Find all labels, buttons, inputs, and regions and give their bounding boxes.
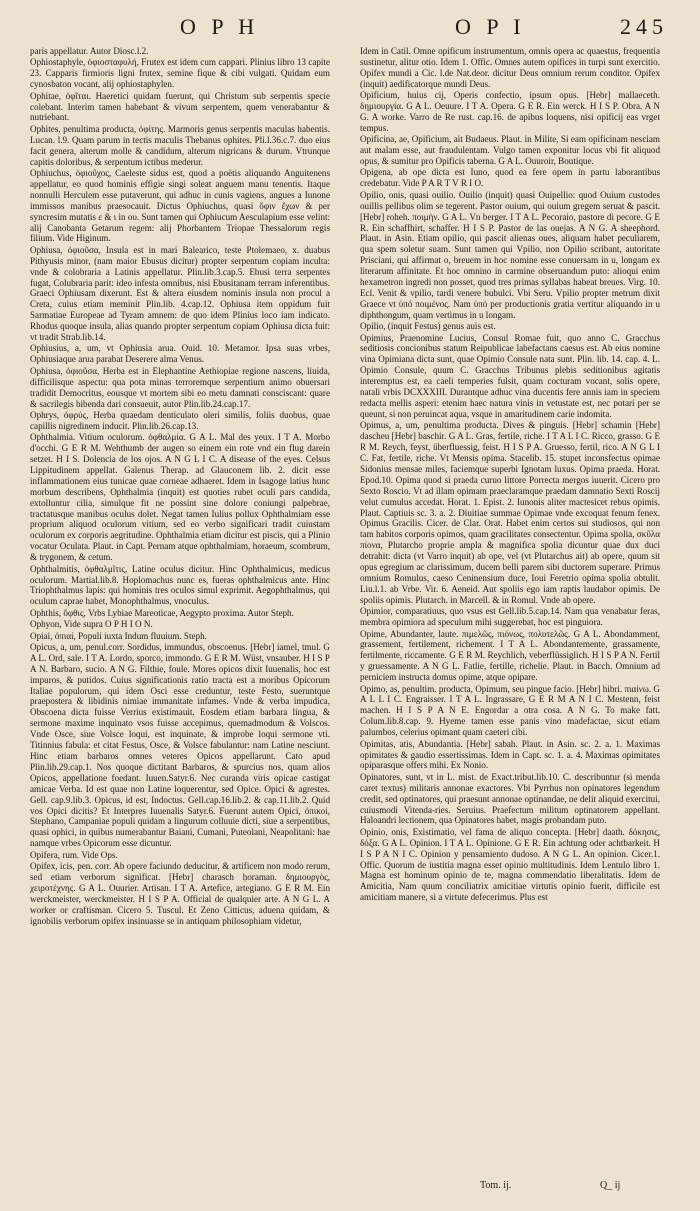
entry: Ophites, penultima producta, ὀφίτης. Marmoris genus serpentis maculas habentis. Lucan. l.9. Quam parum in tectis maculis Thebanus ophites. Pli.l.36.c.7. duo eius facit genera, alterum molle & candidum, alterum nigricans & durum. Vtrunque capitis doloribus, & serpentum ictibus mederur.: [30, 123, 330, 167]
entry: Ophrys, ὀφρύς, Herba quaedam denticulato oleri similis, foliis duobus, quae capillis nigredinem inducit. Plin.lib.26.cap.13.: [30, 409, 330, 431]
running-head-left: O P H: [180, 14, 260, 39]
signature-label: Tom. ij.: [480, 1180, 512, 1191]
page-number: 245: [620, 14, 668, 39]
entry: Ophiusius, a, um, vt Ophiusia arua. Ouid. 10. Metamor. Ipsa suas vrbes, Ophiusiaque arua parabat Deserere alma Venus.: [30, 343, 330, 365]
entry: Opinatores, sunt, vt in L. mist. de Exact.tribut.lib.10. C. describuntur (si menda caret textus) militaris annonae exactores. Vbi Pyrrhus non opinatores legendum credit, sed optinatores, qui praesunt annonae optinandae, ne delit aliquid exercitui, cuiusmodi Vitenda-ries. Seruius. Praefectum militum optinatorem appellant. Haloandri lectionem, qua Opinatores habet, magis probandam puto.: [360, 771, 660, 826]
entry: Ophiuchus, ὀφιοῦχος, Caeleste sidus est, quod a poëtis aliquando Anguitenens appellatur, eo quod hominis effigie singi soleat anguem manu tenentis. Itaque nonnulli Herculem esse putaverunt, qui adhuc in cunis vagiens, angues a Iunone immissos manibus praesocauit. Dictus Ophiuchus, quasi ὄφιν ἔχων & per syncresim mutatis ε & ι in ου. Sunt tamen qui Ophiucum Aesculapium esse velint: alij Canobanta Getarum regem: alij Phorbantem Triopae Thessalorum regis filium. Vide Higinum.: [30, 167, 330, 244]
entry: Opigena, ab ope dicta est Iuno, quod ea fere opem in partu laborantibus credebatur. Vide P A R T V R I O.: [360, 167, 660, 189]
catchword: Q_ ij: [600, 1180, 621, 1191]
entry: Opimior, comparatiuus, quo vsus est Gell.lib.5.cap.14. Nam qua venabatur feras, membra opimiora ad speculum mihi suggerebat, hoc est pinguiora.: [360, 606, 660, 628]
entry: Opimius, Praenomine Lucius, Consul Romae fuit, quo anno C. Gracchus seditiosis concionibus statum Reipublicae labefactans caesus est. Ab eius nomine vina Opimiana dicta sunt, quae Opimio Consule nata sunt. Plin. lib. 14. cap. 4. L. Opimio Consule, quum C. Gracchus Tribunus plebis seditionibus agitatis interemptus est, ea caeli temperies fulsit, quam cocturam vocant, solis opere, natali vrbis DCXXXIII. Durantque adhuc vina ducentis fere annis iam in speciem redacta mellis asperi: etenim haec natura vinis in vetustate est, nec potari per se queunt, si non peruincat aqua, vsque in amaritudinem carie indomita.: [360, 332, 660, 419]
entry: Opicus, a, um, penul.corr. Sordidus, immundus, obscoenus. [Hebr] iamel, tmul. G A L. Ord, sale. I T A. Lordo, sporco, immondo. G E R M. Wüst, vnsauber. H I S P A N. Barbaro, sucio. A N G. Filthie, foule. Mores opicos dixit Iuuenalis, hoc est impuros, & putidos. Cuius significationis ratio tracta est a moribus Opicorum Italiae populorum, qui idem Osci esse creduntur, teste Festo, sueruntque praepostera & libidinis nimiae immanitate infames. Vnde & verba impudica, Obscoena dicta fuisse Verrius existimauit. Eosdem etiam barbara lingua, & sermone maxime inquinato vsos fuisse accepimus, quemadmodum & Volscos. Vnde Osce, siue Volsce loqui, est inquinate, & improbe loqui sermone vti. Titinnius fabula: et citat Festus, Osce, & Volsce fabulantur: nam Latine nesciunt. Hinc etiam barbaros omnes veteres Opicos appellarunt. Cato apud Plin.lib.29.cap.1. Nos quoque dictitant Barbaros, & spurcius nos, quam alios Opicos, appellatione foedant. Iuuen.Satyr.6. Nec curanda viris opicae castigat amicae Verba. Id est quae non Latine loquerentur, sed Opice. Opici & agrestes. Gell. cap.9.lib.3. Opicus, id est, Indoctus. Gell.cap.16.lib.2. & cap.11.lib.2. Quid vos Opici dicitis? Et Interpres Iuuenalis Satyr.6. Fuerunt autem Opici, ὀπικοί, Stephano, Campaniae populi quidam a lingurum colluuie dicti, siue a serpentibus, quasi ophici, in quibus numerabantur Baiani, Cumani, Puteolani, Neapolitani: hae namque vrbes Opicorum esse dicuntur.: [30, 641, 330, 849]
entry: Ophiusa, ὀφιοῦσα, Herba est in Elephantine Aethiopiae regione nascens, liuida, difficilisque aspectu: qua pota minas terroremque serpentium animo obuersari tradidit Democritus, eousque vt mortem sibi eo metu damnati consciscant: quare & sacrilegis bibenda dari consueuit, autor Plin.lib.24.cap.17.: [30, 365, 330, 409]
entry: Ophthalmia. Vitium oculorum. ὀφθαλμία. G A L. Mal des yeux. I T A. Morbo d'occhi. G E R M. Wehthumb der augen so einem ein rote vnd ein flug darein setzet. H I S. Dolencia de los ojos. A N G L I C. A disease of the eyes. Celsus Lippitudinem appellat. Galenus Therap. ad Glauconem lib. 2. dicit esse inflammationem eius tunicae quae corneae adhaeret. Idem in Isagoge latius hunc morbum describens, Ophthalmia (inquit) est quoties rubet oculi pars candida, extolluntur cilia, simulque fit ne possint sine dolore coniungi palpebrae, tractatusque manibus oculus dolet. Negat tamen Iulius pollux Ophthalmiam esse proprium aliquod oculorum vitium, sed eo verbo significari tradit cuiustam oculorum ex corporis aegritudine. Ophthalmia etiam dicitur est piscis, qui a Plinio vocatur Oculata. Plaut. in Capt. Pernam atque ophthalmiam, horaeum, scombrum, & trygonem, & cetum.: [30, 432, 330, 563]
entry: Ophiusa, ὀφιοῦσα, Insula est in mari Balearico, teste Ptolemaeo, x. duabus Pithyusis minor, (nam maior Ebusus dicitur) propter serpentum copiam inculta: vnde & colobraria a Latinis appellatur. Plin.lib.3.cap.5. Ebusi terra serpentes fugat, Colubraria parit: ideo infesta omnibus, nisi Ebusitanam terram inferentibus. Graeci Ophiusam dixerunt. Est & altera eiusdem nominis insula non procul a Creta, cuius etiam meminit Plin.lib. 4.cap.12. Ophiusa item oppidum fuit Sarmatiae Europeae ad Tyram amnem: de quo idem Plinius loco iam indicato. Rhodus quoque insula, alias quando propter serpentum copiam Ophiusa dicta fuit: vt tradit Strab.lib.14.: [30, 244, 330, 343]
entry: Opimus, a, um, penultima producta. Dives & pinguis. [Hebr] schamin [Hebr] dascheu [Hebr] baschir. G A L. Gras, fertile, riche. I T A L I C. Ricco, grasso. G E R M. Reych, feyst, überfluessig, feist. H I S P A. Gruesso, fertil, rico. A N G L I C. Fat, fertile, riche. Vt Mensis opima. Stacelib. 15. stupet inconsfectus opimae Sidonius mensae miles, faciemque superbi Ignotam luxus. Opima praeda. Horat. Epod.10. Opima quod si praeda curuo littore Porrecta mergos iuuerit. Cicero pro Sexto Roscio. Vt ad illam opimam praeclaramque praedam damnatio Sexti Roscij velut cumulus accedat. Horat. 1. Epist. 2. Iunonis aliter mactesicet rebus opimis. Plaut. Captiuis sc. 3. a. 2. Diuitiae summae Opimae vnde excoquat fenum fenex. Opimus Gracilis. Cicer. de Clar. Orat. Habet enim certos sui studiosos, qui non tam habitos corporis opimos, quam gracilitates consectentur. Opima spolia, σκῦλα πίονα, Plutarcho proprie ampla & magnifica spolia dicuntur quae dux duci detrahit: dicta (vt Varro inquit) ab ope, vel (vt Plutarchus ait) ab opere, quum sit opus egregium ac clarissimum, ducem belli parem sibi ductorem superare. Primus omnium Romulus, caeso Ceninensium duce, Ioui Feretrio opima spolia obtulit. Liu.l.1. ab Vrbe. Vir. 6. Aeneid. Aut spoliis ego iam raptis laudabor opimis. De spoliis opimis. Plutarch. in Marcell. & in Romul. Vnde ab opere.: [360, 420, 660, 605]
entry: Ophiostaphyle, ὀφιοσταφυλή, Frutex est idem cum cappari. Plinius libro 13 capite 23. Capparis firmioris ligni frutex, semine fique & cibi vulgati. Quidam eum cynosbaton vocant, alij ophiostaphylen.: [30, 57, 330, 90]
entry: Ophyon, Vide supra O P H I O N.: [30, 619, 153, 630]
running-head-right: O P I: [455, 14, 526, 39]
entry: Ophthis, ὄφθις, Vrbs Lybiae Mareoticae, Aegypto proxima. Autor Steph.: [30, 607, 294, 618]
entry: Opilio, onis, quasi ouilio. Ouilio (inquit) quasi Ouipellio: quod Ouium custodes ouillis pellibus olim se tegerent. Pastor ouium, qui ouium gregem seruat & pascit. [Hebr] roheh. ποιμὴν. G A L. Vn berger. I T A L. Pecoraio, pastore di pecore. G E R. Ein schaffhirt, schaffer. H I S P. Pastor de las ouejas. A N G. A sheephord. Plaut. in Asin. Etiam opilio, qui pascit alienas oues, aliquam habet peculiarem, qua spem soletur suam. Sunt tamen qui Vpilio, non Opilio scribant, autoritate Prisciani, qui affirmat o, breuem in hoc nomine esse conuersam in u, longam ex literarum affinitate. Et hoc omnino in carmine obseruandum puto: alioqui enim hexametron ingredi non posset, quod tres primas syllabas habeat breues. Virg. 10. Ecl. Venit & vpilio, tardi venere bubulci. Vbi Seru. Vpilio propter metrum dixit Graece vt ὑπό ποιμένος. Nam ὑπό per productionis gratia vertitur aliquando in u diphthongum, quam vertimus in u longam.: [360, 189, 660, 320]
entry: Ophitae, ὀφῖται. Haeretici quidam fuerunt, qui Christum sub serpentis specie colebant. Interim tamen habebant & vivum serpentem, quem venerabantur & nutriebant.: [30, 90, 330, 123]
entry: paris appellatur. Autor Diosc.l.2.: [30, 46, 149, 56]
left-column: [30, 46, 330, 1191]
entry: Opificina, ae, Opificium, ait Budaeus. Plaut. in Milite, Si eam opificinam nesciam aut malam esse, aut fraudulentam. Vulgo tamen exponitur locus vbi fit aliquod opus, & sumitur pro Opificis taberna. G A L. Ouuroir, Boutique.: [360, 134, 660, 167]
entry: Idem in Catil. Omne opificum instrumentum, omnis opera ac quaestus, frequentia sustinetur, alitur otio. Idem 1. Offic. Omnes autem opifices in turpi sunt exercitio. Opifex mundi a Cic. l.de Nat.deor. dicitur Deus omnium rerum conditor. Opifex (inquit) aedificatorque mundi Deus.: [360, 46, 660, 89]
running-head: [0, 14, 700, 44]
entry: Opificium, huius cij, Operis confectio, ipsum opus. [Hebr] mallaeceth. δημιουργία. G A L. Oeuure. I T A. Opera. G E R. Ein werck. H I S P. Obra. A N G. A worke. Varro de Re rust. cap.16. de apibus loquens, nisi opificij eas vrget tempus.: [360, 90, 660, 133]
entry: Opifex, icis, pen. corr. Ab opere faciundo deducitur, & artificem non modo rerum, sed etiam verborum significat. [Hebr] charasch ḥoraman. δημιουργὸς, χειροτέχνης. G A L. Ouurier. Artisan. I T A. Artefice, artegiano. G E R M. Ein werckmeister, werckmeister. H I S P A. Official de qualquier arte. A N G L. A worker or craftisman. Cicero 5. Tuscul. Et Zeno Citticus, aduena quidam, & ignobilis verborum opifex insinuasse se in antiquam philosophiam videtur,: [30, 861, 330, 926]
entry: Opinio, onis, Existimatio, vel fama de aliquo concepta. [Hebr] daath. δόκησις, δόξα. G A L. Opinion. I T A L. Opinione. G E R. Ein achtung oder achtbarkeit. H I S P A N I C. Opinion y pensamiento dudoso. A N G L. An opinion. Cicer.1. Offic. Quorum de iustitia magna esset opinio multitudinis. Idem Lentulo libro 1. Magna est hominum opinio de te, magna commendatio liberalitatis. Idem de Amicitia, Nam quum conciliatrix amicitiae virtutis opinio fuerit, difficile est amicitiam manere, si a virtute defecerimus. Plus est: [360, 826, 660, 903]
entry: Opime, Abundanter, laute. πιμελῶς, πιόνως, πολυτελῶς. G A L. Abondamment, grassement, fertilement, richement. I T A L. Abondantemente, grassamente, fertilmente, riccamente. G E R M. Reychlich, veberflüssiglich. H I S P A N. Fertil y gruessamente. A N G L. Fatlie, fertille, richelie. Plaut. in Bacch. Omnium ad perniciem instructa domus opime, atque opipare.: [360, 628, 660, 683]
entry: Opiai, ὀπιαί, Populi iuxta Indum fluuium. Steph.: [30, 630, 207, 641]
entry: Opifera, rum. Vide Ops.: [30, 849, 118, 860]
page-footer: [480, 1180, 670, 1194]
entry: Ophthalmitis, ὀφθαλμῖτις, Latine oculus dicitur. Hinc Ophthalmicus, medicus oculorum. Martial.lib.8. Hoplomachus nunc es, fueras ophthalmicus ante. Hinc Triophthalmus lapis: qui hominis tres oculos simul exprimit. Aegophthalmus, qui oculum caprae habet, Monophthalmus, vnoculus.: [30, 563, 330, 607]
right-column: [360, 46, 660, 1191]
entry: Opimo, as, penultim. producta, Opimum, seu pingue facio. [Hebr] hibri. πιαίνω. G A L L I C. Engraisser. I T A L. Ingrassare, G E R M A N I C. Mestenn, feist machen. H I S P A N E. Engordar a otra cosa. A N G. To make fatt. Colum.lib.8.cap. 9. Hyeme tamen esse panis vino madefactae, sicut etiam palumbos, celerius opimant quam caeteri cibi.: [360, 683, 660, 738]
entry: Opilio, (inquit Festus) genus auis est.: [360, 321, 496, 332]
entry: Opimitas, atis, Abundantia. [Hebr] sabah. Plaut. in Asin. sc. 2. a. 1. Maximas opimitates & gaudio essertissimas. Idem in Capt. sc. 1. a. 4. Maximas opimitates opiparasque offers mihi. Ex Nonio.: [360, 738, 660, 771]
